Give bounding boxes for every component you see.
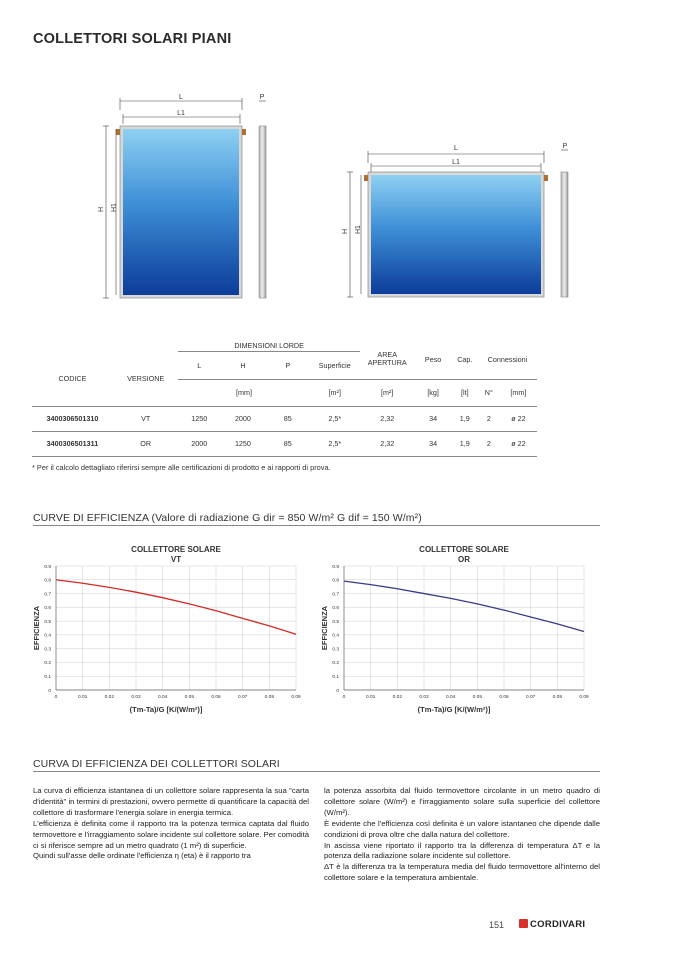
vt-dim-L1: L1 — [177, 110, 185, 117]
x-tick-label: 0.06 — [211, 695, 221, 700]
y-tick-label: 0.6 — [44, 606, 51, 612]
col-cap: Cap. — [457, 354, 473, 364]
or-dim-H1: H1 — [355, 225, 362, 234]
row-area: 2,32 — [360, 406, 415, 431]
unit-n: N° — [478, 379, 500, 406]
x-tick-label: 0.02 — [104, 695, 115, 700]
x-tick-label: 0 — [342, 695, 346, 700]
efficiency-curve — [56, 580, 296, 634]
row-superficie: 2,5* — [310, 406, 360, 431]
curves-divider — [33, 525, 600, 526]
col-peso: Peso — [424, 354, 442, 364]
col-L: L — [197, 360, 202, 370]
unit-lt: [lt] — [452, 379, 478, 406]
row-L: 1250 — [178, 406, 220, 431]
or-dim-H: H — [342, 228, 349, 234]
x-tick-label: 0 — [54, 695, 58, 700]
x-tick-label: 0.05 — [472, 695, 483, 700]
row-codice: 3400306501311 — [32, 431, 113, 456]
y-tick-label: 0.4 — [44, 633, 51, 639]
table-row — [32, 431, 537, 456]
chart-subtitle: VT — [170, 555, 182, 564]
x-tick-label: 0.04 — [445, 695, 456, 700]
row-versione: OR — [113, 431, 179, 456]
x-axis-label: (Tm-Ta)/G [K/(W/m²)] — [129, 705, 203, 714]
page-number: 151 — [489, 920, 505, 930]
x-tick-label: 0.08 — [264, 695, 275, 700]
x-tick-label: 0.01 — [77, 695, 88, 700]
unit-mm: [mm] — [178, 379, 309, 406]
x-tick-label: 0.02 — [392, 695, 403, 700]
y-tick-label: 0.1 — [332, 675, 339, 681]
unit-kg: [kg] — [415, 379, 452, 406]
y-tick-label: 0.7 — [332, 592, 339, 598]
curves-title: CURVE DI EFFICIENZA (Valore di radiazione G dir = 850 W/m² G dif = 150 W/m²) — [33, 512, 422, 524]
row-H: 1250 — [220, 431, 266, 456]
x-tick-label: 0.07 — [525, 695, 536, 700]
y-axis-label: EFFICIENZA — [32, 605, 41, 651]
x-tick-label: 0.07 — [237, 695, 248, 700]
x-tick-label: 0.09 — [579, 695, 589, 700]
row-P: 85 — [266, 406, 310, 431]
x-tick-label: 0.08 — [552, 695, 563, 700]
row-cap: 1,9 — [452, 406, 478, 431]
body-text-right: la potenza assorbita dal fluido termovettore circolante in un metro quadro di collettore solare (W/m²) e l'irraggiamento solare sulla superficie del collettore (W/m²). È evidente che l'efficienza così definita è un valore istantaneo che dipende dalle condizioni di prova oltre che dalla natura del collettore. In ascissa viene riportato il rapporto tra la differenza di temperatura ΔT e la potenza della radiazione solare incidente sul collettore. ΔT è la differenza tra la temperatura media del fluido termovettore all'interno del collettore solare e la temperatura ambientale. — [324, 786, 600, 883]
y-tick-label: 0.8 — [44, 578, 51, 584]
x-tick-label: 0.04 — [157, 695, 168, 700]
col-codice: CODICE — [58, 373, 87, 383]
y-tick-label: 0 — [336, 688, 339, 694]
x-tick-label: 0.06 — [499, 695, 509, 700]
row-codice: 3400306501310 — [32, 406, 113, 431]
row-H: 2000 — [220, 406, 266, 431]
x-tick-label: 0.05 — [184, 695, 195, 700]
row-peso: 34 — [415, 406, 452, 431]
x-tick-label: 0.03 — [419, 695, 429, 700]
y-tick-label: 0.5 — [332, 619, 339, 625]
or-dim-L: L — [454, 145, 458, 152]
brand-logo — [519, 919, 585, 930]
y-tick-label: 0.3 — [332, 647, 339, 653]
vt-dim-H: H — [98, 206, 105, 212]
y-tick-label: 0.7 — [44, 592, 51, 598]
x-tick-label: 0.01 — [365, 695, 376, 700]
row-L: 2000 — [178, 431, 220, 456]
efficiency-curve — [344, 581, 584, 631]
row-superficie: 2,5* — [310, 431, 360, 456]
table-footnote: * Per il calcolo dettagliato riferirsi sempre alle certificazioni di prodotto e ai rapporti di prova. — [32, 463, 331, 472]
row-n: 2 — [478, 406, 500, 431]
table-row — [32, 406, 537, 431]
y-tick-label: 0.8 — [332, 578, 339, 584]
row-cap: 1,9 — [452, 431, 478, 456]
chart-title: COLLETTORE SOLARE — [131, 545, 221, 554]
row-conn: ø 22 — [500, 406, 537, 431]
page-title: COLLETTORI SOLARI PIANI — [33, 31, 232, 47]
vt-dim-L: L — [179, 94, 183, 101]
y-tick-label: 0.3 — [44, 647, 51, 653]
row-conn: ø 22 — [500, 431, 537, 456]
or-dim-L1: L1 — [452, 159, 460, 166]
y-tick-label: 0.1 — [44, 675, 51, 681]
x-tick-label: 0.03 — [131, 695, 141, 700]
row-n: 2 — [478, 431, 500, 456]
col-superficie: Superficie — [318, 360, 351, 370]
col-P: P — [285, 360, 291, 370]
row-versione: VT — [113, 406, 179, 431]
col-versione: VERSIONE — [127, 373, 165, 383]
y-tick-label: 0.2 — [44, 661, 51, 667]
row-P: 85 — [266, 431, 310, 456]
chart-subtitle: OR — [458, 555, 470, 564]
brand-mark-icon — [519, 919, 528, 928]
y-axis-label: EFFICIENZA — [320, 605, 329, 651]
efficiency-chart-vt — [28, 542, 310, 720]
efficiency-chart-or — [316, 542, 598, 720]
y-tick-label: 0.6 — [332, 606, 339, 612]
or-panel-drawing — [342, 143, 568, 297]
vt-dim-H1: H1 — [111, 203, 118, 212]
unit-area: [m²] — [360, 379, 415, 406]
col-H: H — [240, 360, 246, 370]
y-tick-label: 0.9 — [44, 564, 51, 570]
col-area: AREA APERTURA — [367, 349, 407, 368]
group-header: DIMENSIONI LORDE — [178, 340, 359, 351]
or-dim-P: P — [562, 143, 568, 150]
section2-divider — [33, 771, 600, 772]
x-tick-label: 0.09 — [291, 695, 301, 700]
y-tick-label: 0 — [48, 688, 51, 694]
collector-drawings — [80, 88, 600, 310]
spec-table — [32, 340, 537, 457]
row-area: 2,32 — [360, 431, 415, 456]
brand-name: CORDIVARI — [530, 919, 586, 930]
vt-panel-drawing — [98, 94, 266, 298]
y-tick-label: 0.9 — [332, 564, 339, 570]
y-tick-label: 0.4 — [332, 633, 339, 639]
x-axis-label: (Tm-Ta)/G [K/(W/m²)] — [417, 705, 491, 714]
unit-conn-mm: [mm] — [500, 379, 537, 406]
chart-title: COLLETTORE SOLARE — [419, 545, 509, 554]
vt-dim-P: P — [259, 94, 265, 101]
section2-title: CURVA DI EFFICIENZA DEI COLLETTORI SOLARI — [33, 758, 280, 770]
body-text-left: La curva di efficienza istantanea di un collettore solare rappresenta la sua "carta d'identità" in termini di prestazioni, ovvero permette di quantificare la capacità del collettore di trasformare l'energia solare in energia termica. L'efficienza è definita come il rapporto tra la potenza termica captata dal fluido termovettore e l'irraggiamento solare incidente sul collettore solare. Per comodità ci si riferisce sempre ad un metro quadrato (1 m²) di superficie. Quindi sull'asse delle ordinate l'efficienza η (eta) è il rapporto tra — [33, 786, 309, 861]
y-tick-label: 0.5 — [44, 619, 51, 625]
y-tick-label: 0.2 — [332, 661, 339, 667]
col-conn: Connessioni — [487, 354, 528, 364]
unit-m2: [m²] — [310, 379, 360, 406]
row-peso: 34 — [415, 431, 452, 456]
